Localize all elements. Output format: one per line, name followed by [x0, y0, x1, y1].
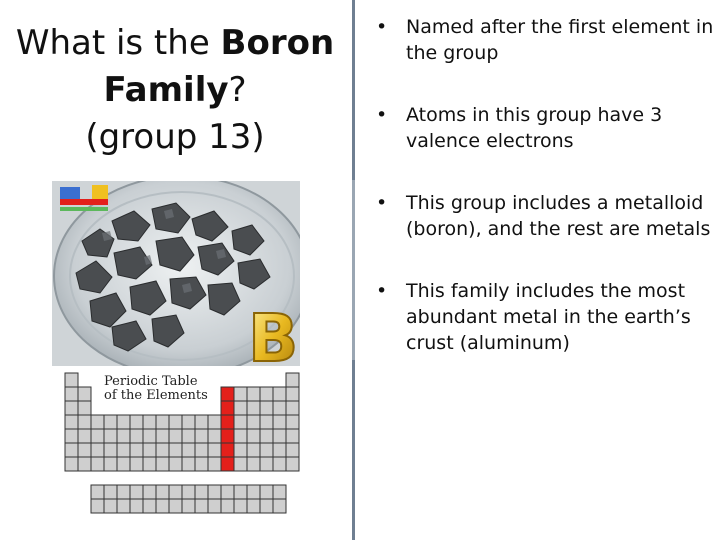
- periodic-table-cell: [143, 485, 156, 499]
- periodic-table-cell: [156, 499, 169, 513]
- periodic-table-cell: [65, 415, 78, 429]
- periodic-table-cell: [208, 485, 221, 499]
- periodic-table-cell: [247, 457, 260, 471]
- periodic-table-cell: [260, 499, 273, 513]
- periodic-table-cell: [208, 429, 221, 443]
- periodic-table-cell: [91, 457, 104, 471]
- periodic-table-cell: [195, 429, 208, 443]
- periodic-table-cell: [182, 457, 195, 471]
- bullet-item: • Named after the first element in the group: [376, 16, 714, 64]
- periodic-table-cell: [234, 401, 247, 415]
- periodic-table-cell: [195, 499, 208, 513]
- periodic-table-cell: [247, 387, 260, 401]
- bullet-item: • This group includes a metalloid (boron), and the rest are metals: [376, 192, 711, 240]
- periodic-table-cell: [273, 415, 286, 429]
- title-line-2: Family?: [103, 70, 247, 110]
- title-line-3: (group 13): [85, 117, 265, 157]
- periodic-table-graphic: [60, 370, 300, 530]
- periodic-table-cell: [156, 485, 169, 499]
- periodic-table-cell: [182, 499, 195, 513]
- periodic-table-cell: [234, 457, 247, 471]
- element-symbol: B: [248, 300, 299, 366]
- periodic-table-cell: [286, 443, 299, 457]
- periodic-table-cell: [182, 429, 195, 443]
- periodic-table-cell: [65, 401, 78, 415]
- periodic-table-cell: [273, 443, 286, 457]
- periodic-table-cell: [260, 401, 273, 415]
- periodic-table-cell: [273, 401, 286, 415]
- periodic-table-cell: [260, 387, 273, 401]
- periodic-table-cell: [182, 443, 195, 457]
- periodic-table-cell: [78, 429, 91, 443]
- periodic-table-cell: [65, 387, 78, 401]
- periodic-table-cell: [221, 499, 234, 513]
- periodic-table-cell: [221, 443, 234, 457]
- periodic-table-cell: [234, 485, 247, 499]
- periodic-table-cell: [65, 443, 78, 457]
- periodic-table-cell: [104, 443, 117, 457]
- periodic-table-cell: [234, 415, 247, 429]
- periodic-table-cell: [130, 457, 143, 471]
- periodic-table-cell: [91, 499, 104, 513]
- periodic-table-cell: [169, 415, 182, 429]
- periodic-table-cell: [130, 443, 143, 457]
- vertical-divider: [352, 0, 355, 540]
- periodic-table-cell: [78, 457, 91, 471]
- periodic-table-cell: [273, 429, 286, 443]
- periodic-table-cell: [221, 457, 234, 471]
- periodic-table-cell: [169, 443, 182, 457]
- periodic-table-cell: [286, 401, 299, 415]
- periodic-table-cell: [260, 485, 273, 499]
- periodic-table-cell: [65, 429, 78, 443]
- periodic-table-cell: [117, 415, 130, 429]
- periodic-table-cell: [143, 457, 156, 471]
- periodic-table-cell: [247, 485, 260, 499]
- boron-photo: [52, 181, 300, 366]
- periodic-table-cell: [117, 443, 130, 457]
- periodic-table-cell: [130, 429, 143, 443]
- periodic-table-cell: [286, 429, 299, 443]
- periodic-table-cell: [169, 429, 182, 443]
- periodic-table-cell: [104, 499, 117, 513]
- periodic-table-cell: [78, 415, 91, 429]
- periodic-table-label-2: of the Elements: [104, 388, 208, 403]
- bullet-list: [370, 14, 715, 356]
- periodic-table-cell: [143, 429, 156, 443]
- periodic-table-cell: [78, 443, 91, 457]
- boron-sample-image: [52, 181, 300, 366]
- periodic-table-cell: [78, 401, 91, 415]
- periodic-table-cell: [65, 373, 78, 387]
- periodic-table-cell: [208, 415, 221, 429]
- periodic-table-cell: [273, 485, 286, 499]
- periodic-table-cell: [130, 485, 143, 499]
- periodic-table-cell: [156, 415, 169, 429]
- periodic-table-cell: [117, 457, 130, 471]
- periodic-table-cell: [169, 485, 182, 499]
- periodic-table-cell: [286, 457, 299, 471]
- periodic-table-cell: [234, 499, 247, 513]
- periodic-table-cell: [117, 485, 130, 499]
- periodic-table-cell: [104, 485, 117, 499]
- periodic-table-cell: [143, 443, 156, 457]
- periodic-table-cell: [260, 443, 273, 457]
- periodic-table-cell: [195, 443, 208, 457]
- periodic-table-cell: [65, 457, 78, 471]
- periodic-table-cell: [260, 415, 273, 429]
- bullet-item: • This family includes the most abundant metal in the earth’s crust (aluminum): [376, 280, 691, 354]
- periodic-table-cell: [234, 429, 247, 443]
- periodic-table-cell: [91, 415, 104, 429]
- periodic-table-cell: [91, 443, 104, 457]
- periodic-table-cell: [260, 429, 273, 443]
- periodic-table-cell: [234, 387, 247, 401]
- periodic-table-cell: [221, 429, 234, 443]
- title-line-1: What is the Boron: [15, 23, 335, 63]
- periodic-table-cell: [221, 401, 234, 415]
- periodic-table-cell: [91, 485, 104, 499]
- periodic-table-cell: [104, 429, 117, 443]
- periodic-table-cell: [247, 401, 260, 415]
- periodic-table-cell: [221, 485, 234, 499]
- periodic-table-cell: [169, 457, 182, 471]
- periodic-table-cell: [156, 457, 169, 471]
- periodic-table-cell: [208, 499, 221, 513]
- periodic-table-cell: [182, 485, 195, 499]
- periodic-table-cell: [286, 387, 299, 401]
- periodic-table-cell: [156, 429, 169, 443]
- periodic-table-cell: [195, 457, 208, 471]
- periodic-table-cell: [117, 499, 130, 513]
- periodic-table-cell: [130, 415, 143, 429]
- periodic-table-cell: [221, 387, 234, 401]
- periodic-table-label-1: Periodic Table: [104, 374, 198, 389]
- periodic-table-cell: [234, 443, 247, 457]
- periodic-table-cell: [91, 429, 104, 443]
- periodic-table-cell: [273, 387, 286, 401]
- periodic-table-cell: [195, 485, 208, 499]
- slide-title: [0, 20, 350, 161]
- periodic-table-cell: [286, 415, 299, 429]
- periodic-table-cell: [143, 415, 156, 429]
- periodic-table-cell: [143, 499, 156, 513]
- periodic-table-cell: [273, 457, 286, 471]
- periodic-table-cell: [182, 415, 195, 429]
- periodic-table-cell: [247, 499, 260, 513]
- periodic-table-cell: [117, 429, 130, 443]
- periodic-table-cell: [195, 415, 208, 429]
- periodic-table-cell: [260, 457, 273, 471]
- periodic-table-cell: [247, 443, 260, 457]
- periodic-table-cell: [273, 499, 286, 513]
- periodic-table-cell: [286, 373, 299, 387]
- periodic-table-cell: [208, 457, 221, 471]
- periodic-table-cell: [78, 387, 91, 401]
- bullet-item: • Atoms in this group have 3 valence electrons: [376, 104, 663, 152]
- periodic-table-cell: [247, 429, 260, 443]
- periodic-table-cell: [221, 415, 234, 429]
- periodic-table-cell: [169, 499, 182, 513]
- periodic-table-cell: [104, 415, 117, 429]
- periodic-table-cell: [104, 457, 117, 471]
- periodic-table-cell: [156, 443, 169, 457]
- periodic-table-cell: [130, 499, 143, 513]
- periodic-table-cell: [247, 415, 260, 429]
- periodic-table-cell: [208, 443, 221, 457]
